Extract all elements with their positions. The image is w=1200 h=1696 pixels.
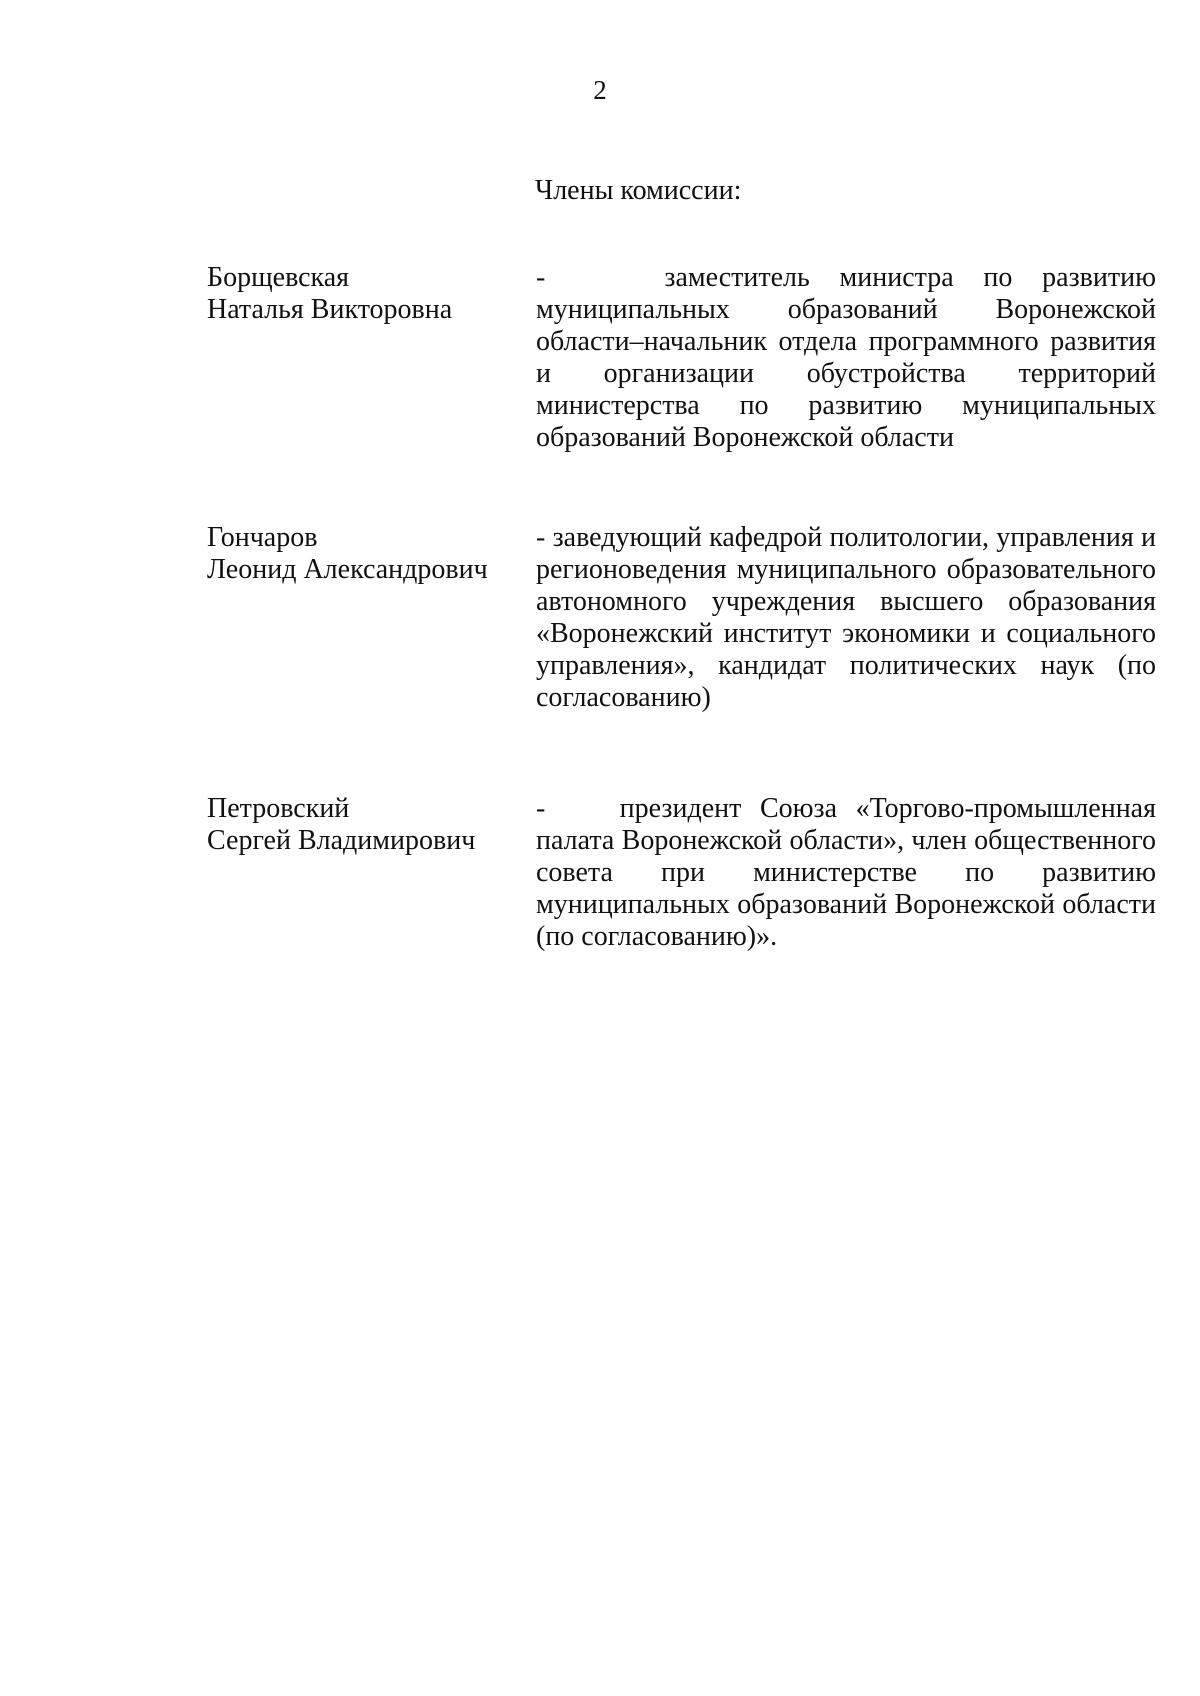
member-name [207, 262, 507, 326]
member-given-names: Наталья Викторовна [207, 294, 453, 325]
member-description: - президент Союза «Торгово-промышленная палата Воронежской области», член общественного совета при министерстве по развитию муниципальных образований Воронежской области (по согласованию)». [536, 793, 1156, 952]
member-surname: Гончаров [207, 522, 318, 553]
member-name [207, 522, 507, 586]
page-number: 2 [593, 75, 607, 105]
member-description: - заведующий кафедрой политологии, управления и регионоведения муниципального образовательного автономного учреждения высшего образования «Воронежский институт экономики и социального управления», кандидат политических наук (по согласованию) [536, 522, 1156, 713]
member-surname: Петровский [207, 793, 350, 824]
section-heading: Члены комиссии: [535, 175, 742, 206]
member-given-names: Леонид Александрович [207, 554, 488, 585]
member-surname: Борщевская [207, 262, 350, 293]
member-given-names: Сергей Владимирович [207, 825, 476, 856]
member-description: - заместитель министра по развитию муниципальных образований Воронежской области–начальник отдела программного развития и организации обустройства территорий министерства по развитию муниципальных образований Воронежской области [536, 262, 1156, 453]
member-name [207, 793, 507, 857]
